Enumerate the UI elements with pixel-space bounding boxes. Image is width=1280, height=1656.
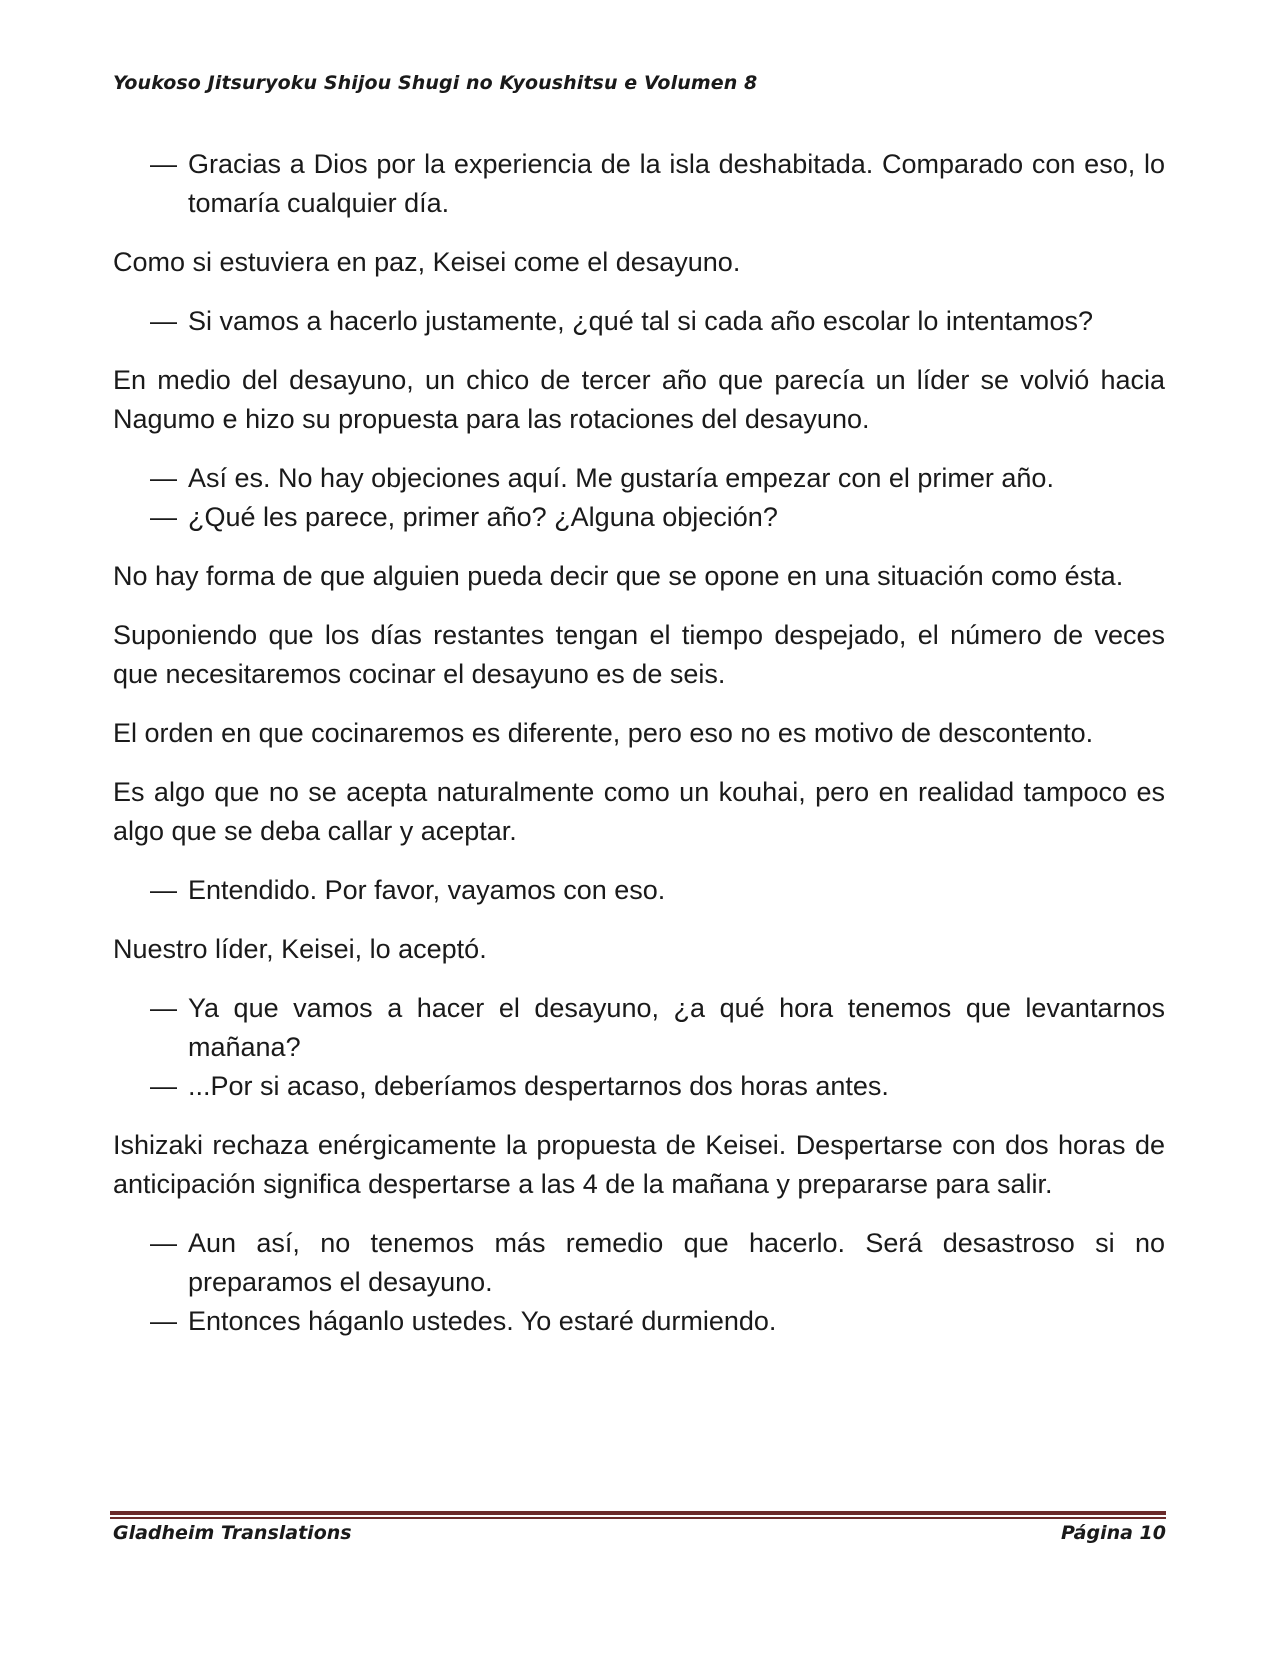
dialogue-dash: — [150, 149, 177, 179]
dialogue-dash: — [150, 1306, 177, 1336]
paragraph: Suponiendo que los días restantes tengan el tiempo despejado, el número de veces que necesitaremos cocinar el desayuno es de seis. [113, 620, 1165, 689]
dialogue-text: Así es. No hay objeciones aquí. Me gustaría empezar con el primer año. [188, 463, 1054, 493]
paragraph: Nuestro líder, Keisei, lo aceptó. [113, 934, 487, 964]
dialogue-text: Gracias a Dios por la experiencia de la isla deshabitada. Comparado con eso, lo tomaría cualquier día. [188, 149, 1165, 218]
dialogue-group [113, 145, 1165, 223]
dialogue-line [113, 1302, 1165, 1341]
dialogue-line [113, 459, 1165, 498]
dialogue-text: ...Por si acaso, deberíamos despertarnos dos horas antes. [188, 1071, 889, 1101]
dialogue-dash: — [150, 875, 177, 905]
dialogue-text: Entonces háganlo ustedes. Yo estaré durmiendo. [188, 1306, 777, 1336]
dialogue-text: Aun así, no tenemos más remedio que hacerlo. Será desastroso si no preparamos el desayuno. [188, 1228, 1165, 1297]
dialogue-group [113, 302, 1165, 341]
dialogue-group [113, 1224, 1165, 1341]
dialogue-dash: — [150, 1071, 177, 1101]
dialogue-line [113, 989, 1165, 1067]
dialogue-group [113, 459, 1165, 537]
dialogue-group [113, 989, 1165, 1106]
dialogue-dash: — [150, 993, 177, 1023]
dialogue-line [113, 145, 1165, 223]
dialogue-line [113, 1224, 1165, 1302]
footer-divider [110, 1511, 1166, 1519]
dialogue-text: Si vamos a hacerlo justamente, ¿qué tal si cada año escolar lo intentamos? [188, 306, 1093, 336]
paragraph: En medio del desayuno, un chico de tercer año que parecía un líder se volvió hacia Nagumo e hizo su propuesta para las rotaciones del desayuno. [113, 365, 1165, 434]
dialogue-dash: — [150, 306, 177, 336]
document-body [113, 145, 1165, 1361]
dialogue-text: ¿Qué les parece, primer año? ¿Alguna objeción? [188, 502, 778, 532]
dialogue-line [113, 302, 1165, 341]
paragraph: Como si estuviera en paz, Keisei come el desayuno. [113, 247, 741, 277]
dialogue-line [113, 1067, 1165, 1106]
paragraph: El orden en que cocinaremos es diferente, pero eso no es motivo de descontento. [113, 718, 1094, 748]
paragraph: No hay forma de que alguien pueda decir que se opone en una situación como ésta. [113, 561, 1124, 591]
dialogue-text: Ya que vamos a hacer el desayuno, ¿a qué hora tenemos que levantarnos mañana? [188, 993, 1165, 1062]
footer-page-number: Página 10 [1060, 1522, 1166, 1544]
paragraph: Ishizaki rechaza enérgicamente la propuesta de Keisei. Despertarse con dos horas de anticipación significa despertarse a las 4 de la mañana y prepararse para salir. [113, 1130, 1165, 1199]
footer-translator: Gladheim Translations [113, 1522, 352, 1544]
dialogue-line [113, 871, 1165, 910]
dialogue-group [113, 871, 1165, 910]
page-header-title: Youkoso Jitsuryoku Shijou Shugi no Kyoushitsu e Volumen 8 [113, 72, 758, 94]
dialogue-line [113, 498, 1165, 537]
dialogue-dash: — [150, 1228, 177, 1258]
dialogue-dash: — [150, 463, 177, 493]
dialogue-text: Entendido. Por favor, vayamos con eso. [188, 875, 666, 905]
paragraph: Es algo que no se acepta naturalmente como un kouhai, pero en realidad tampoco es algo que se deba callar y aceptar. [113, 777, 1165, 846]
dialogue-dash: — [150, 502, 177, 532]
